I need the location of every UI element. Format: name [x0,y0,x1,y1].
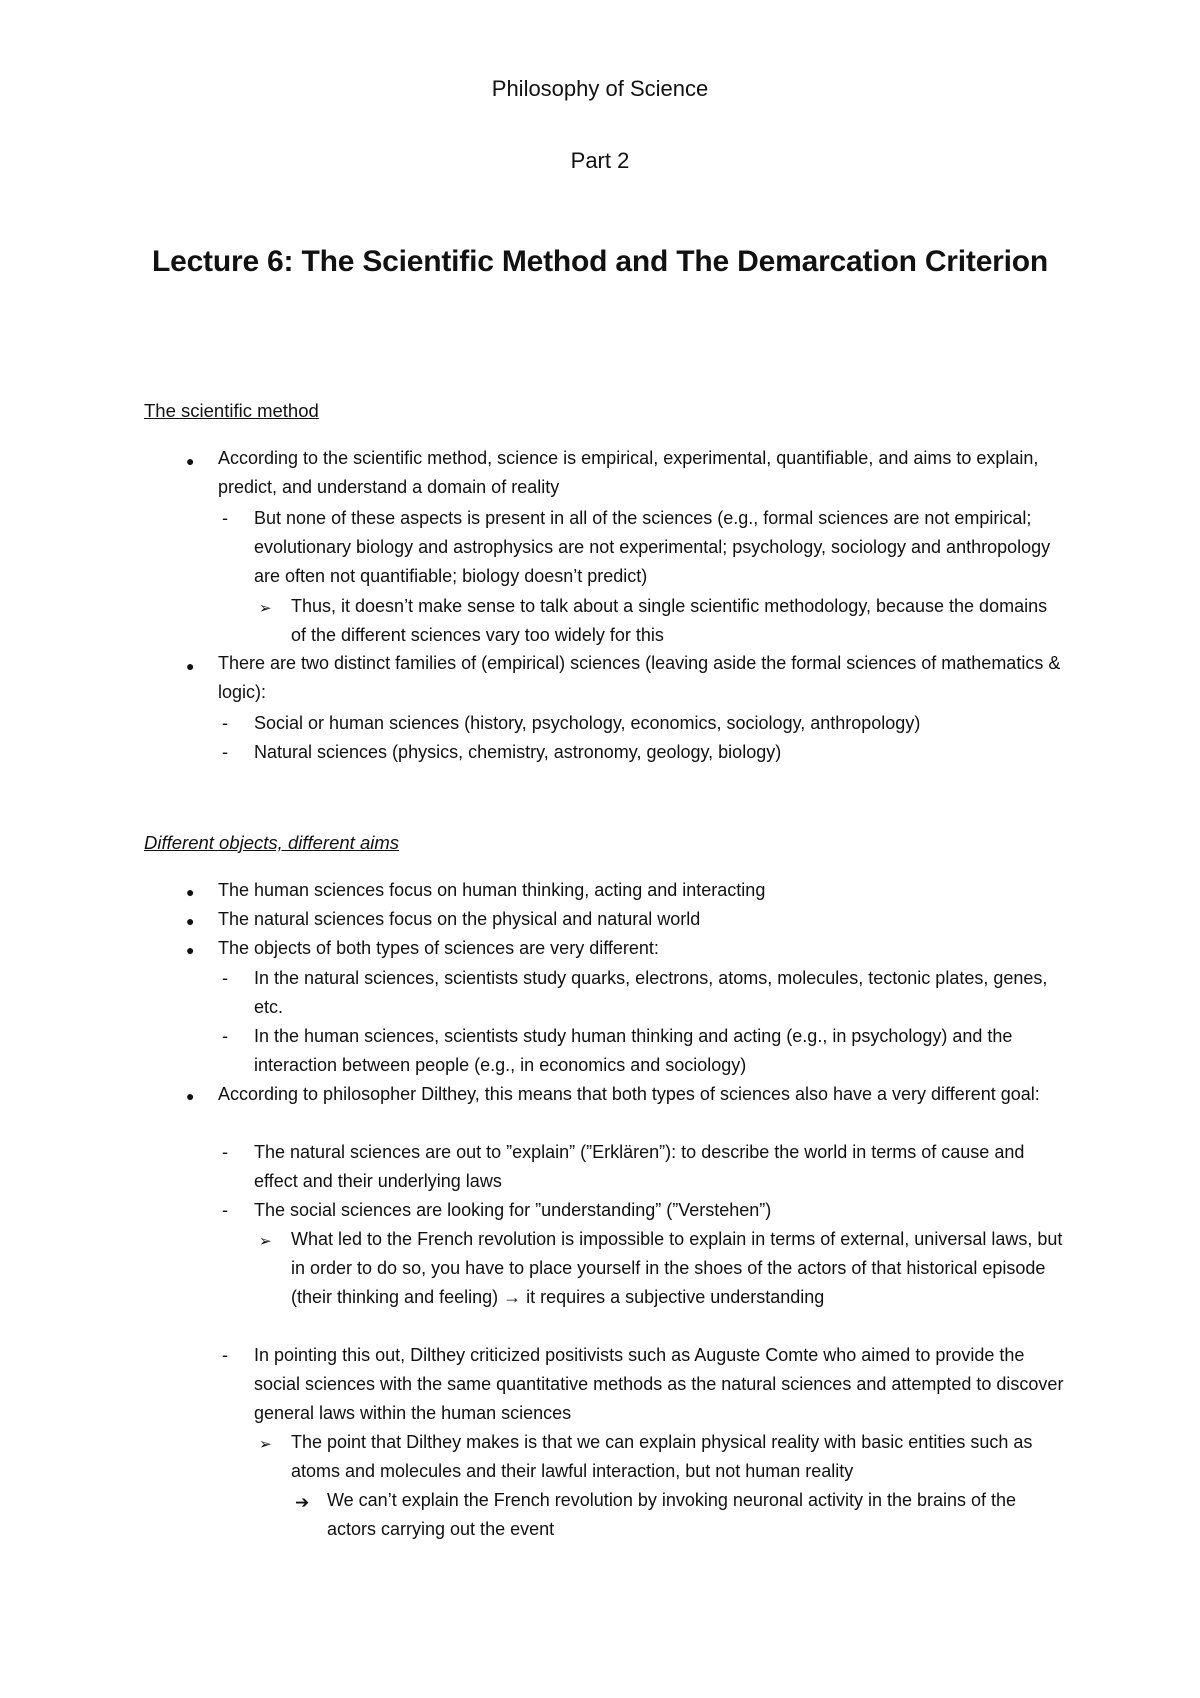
list-item: The natural sciences are out to ”explain” (”Erklären”): to describe the world in terms of cause and effect and their underlying laws [254,1142,1025,1191]
bullet-icon: ● [186,942,195,958]
lecture-title: Lecture 6: The Scientific Method and The Demarcation Criterion [151,245,1049,278]
dash-icon: - [222,713,228,733]
dash-icon: - [222,742,228,762]
arrowhead-bullet-icon: ➢ [259,600,272,617]
list-item: The natural sciences focus on the physical and natural world [218,909,701,929]
list-item: In pointing this out, Dilthey criticized positivists such as Auguste Comte who aimed to provide the social sciences with the same quantitative methods as the natural sciences and attempted to discover general laws within the human sciences [254,1345,1064,1423]
arrowhead-bullet-icon: ➢ [259,1436,272,1453]
dash-icon: - [222,508,228,528]
list-item: In the natural sciences, scientists study quarks, electrons, atoms, molecules, tectonic plates, genes, etc. [254,968,1048,1017]
section-heading-different-objects: Different objects, different aims [144,832,399,853]
dash-icon: - [222,1345,228,1365]
right-arrow-icon: ➔ [295,1493,310,1512]
list-item: The social sciences are looking for ”understanding” (”Verstehen”) [254,1200,772,1220]
list-item: The objects of both types of sciences are very different: [218,938,659,958]
dash-icon: - [222,1200,228,1220]
dash-icon: - [222,968,228,988]
list-item: There are two distinct families of (empirical) sciences (leaving aside the formal sciences of mathematics & logic): [218,653,1061,702]
section-heading-scientific-method: The scientific method [144,400,319,421]
list-item: Natural sciences (physics, chemistry, astronomy, geology, biology) [254,742,782,762]
bullet-icon: ● [186,453,195,469]
dash-icon: - [222,1142,228,1162]
list-item: According to philosopher Dilthey, this means that both types of sciences also have a very different goal: [218,1084,1040,1104]
list-item: We can’t explain the French revolution by invoking neuronal activity in the brains of the actors carrying out the event [327,1490,1017,1539]
bullet-icon: ● [186,884,195,900]
list-item: According to the scientific method, science is empirical, experimental, quantifiable, and aims to explain, predict, and understand a domain of reality [218,448,1039,497]
bullet-icon: ● [186,1088,195,1104]
list-item: Thus, it doesn’t make sense to talk about a single scientific methodology, because the domains of the different sciences vary too widely for this [291,596,1048,645]
list-item: The point that Dilthey makes is that we can explain physical reality with basic entities such as atoms and molecules and their lawful interaction, but not human reality [291,1432,1033,1481]
course-title: Philosophy of Science [491,76,709,101]
bullet-icon: ● [186,658,195,674]
list-item: But none of these aspects is present in all of the sciences (e.g., formal sciences are not empirical; evolutionary biology and astrophysics are not experimental; psychology, sociology and anthropology are often not quantifiable; biology doesn’t predict) [254,508,1051,586]
part-label: Part 2 [570,148,630,173]
list-item: The human sciences focus on human thinking, acting and interacting [218,880,766,900]
list-item: Social or human sciences (history, psychology, economics, sociology, anthropology) [254,713,921,733]
list-item: What led to the French revolution is impossible to explain in terms of external, universal laws, but in order to do so, you have to place yourself in the shoes of the actors of that historical episode (their thinking and feeling) → it requires a subjective understanding [291,1229,1063,1307]
list-item: In the human sciences, scientists study human thinking and acting (e.g., in psychology) and the interaction between people (e.g., in economics and sociology) [254,1026,1013,1075]
arrowhead-bullet-icon: ➢ [259,1233,272,1250]
bullet-icon: ● [186,913,195,929]
dash-icon: - [222,1026,228,1046]
